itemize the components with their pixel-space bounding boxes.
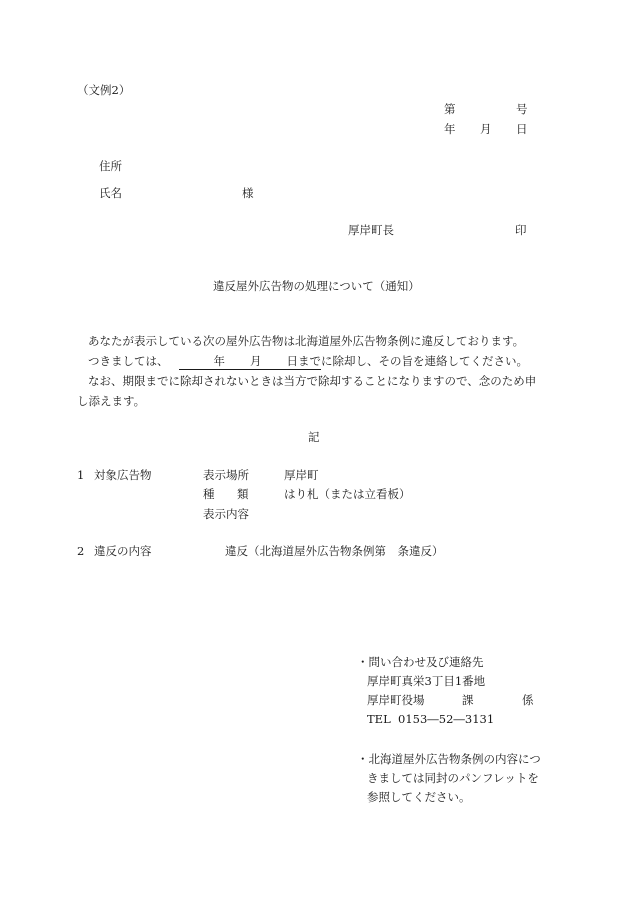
seal-mark: 印 [515, 223, 527, 237]
date-year: 年 [444, 122, 456, 136]
body-paragraph-1: あなたが表示している次の屋外広告物は北海道屋外広告物条例に違反しております。 [88, 334, 525, 348]
note-line-1: ・北海道屋外広告物条例の内容につ [357, 752, 541, 766]
document-title: 違反屋外広告物の処理について（通知） [213, 279, 420, 293]
address-label: 住所 [99, 159, 122, 173]
note-line-2: きましては同封のパンフレットを [367, 771, 539, 785]
type-label-part-1: 種 [203, 487, 215, 501]
contact-tel-number: 0153―52―3131 [398, 712, 495, 726]
document-example-label: （文例2） [77, 83, 131, 97]
body-paragraph-3-line-2: し添えます。 [77, 394, 146, 408]
location-value: 厚岸町 [284, 468, 319, 482]
para2-lead: つきましては、 [88, 354, 169, 368]
ki-heading: 記 [308, 430, 320, 444]
deadline-month: 月 [250, 354, 262, 368]
deadline-year: 年 [213, 354, 225, 368]
date-month: 月 [480, 122, 492, 136]
item-1-number: 1 [77, 468, 85, 482]
document-number-suffix: 号 [516, 102, 528, 116]
honorific: 様 [242, 186, 254, 200]
para2-tail: に除却し、その旨を連絡してください。 [321, 354, 528, 368]
contact-subsection: 係 [522, 693, 534, 707]
item-2-label: 違反の内容 [94, 544, 152, 558]
item-2-value: 違反（北海道屋外広告物条例第 条違反） [225, 544, 444, 558]
contact-section: 課 [462, 693, 474, 707]
contact-heading: ・問い合わせ及び連絡先 [357, 655, 484, 669]
deadline-field [179, 356, 322, 370]
deadline-day: 日まで [286, 354, 321, 368]
body-paragraph-3-line-1: なお、期限までに除却されないときは当方で除却することになりますので、念のため申 [88, 374, 537, 388]
type-value: はり札（または立看板） [284, 487, 411, 501]
contact-office: 厚岸町役場 [367, 693, 425, 707]
location-label: 表示場所 [203, 468, 249, 482]
name-label: 氏名 [99, 186, 122, 200]
note-line-3: 参照してください。 [367, 790, 471, 804]
contact-address: 厚岸町真栄3丁目1番地 [367, 674, 486, 688]
date-day: 日 [516, 122, 528, 136]
document-number-prefix: 第 [444, 102, 456, 116]
sender-title: 厚岸町長 [348, 223, 394, 237]
content-label: 表示内容 [203, 507, 249, 521]
item-1-label: 対象広告物 [94, 468, 152, 482]
type-label-part-2: 類 [237, 487, 249, 501]
body-paragraph-2 [88, 356, 528, 370]
item-2-number: 2 [77, 544, 85, 558]
contact-tel-label: TEL [367, 712, 391, 726]
